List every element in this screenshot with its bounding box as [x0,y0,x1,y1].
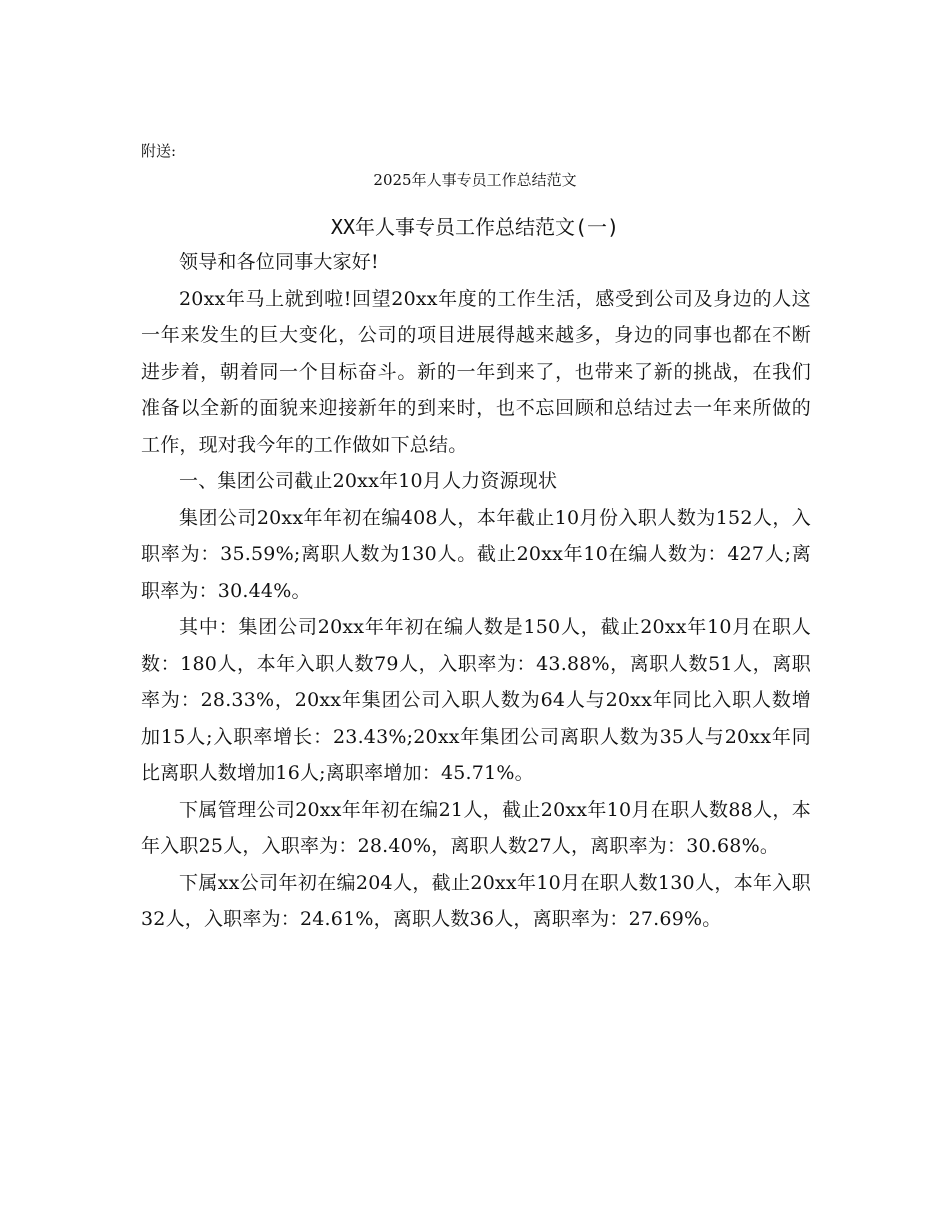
group-summary-paragraph: 集团公司20xx年年初在编408人，本年截止10月份入职人数为152人，入职率为：35.59%;离职人数为130人。截止20xx年10在编人数为：427人;离职率为：30.44%。 [141,506,811,602]
section-heading: 一、集团公司截止20xx年10月人力资源现状 [179,470,558,492]
document-title: XX年人事专员工作总结范文(一) [330,215,620,239]
xx-company-paragraph: 下属xx公司年初在编204人，截止20xx年10月在职人数130人，本年入职32人，入职率为：24.61%，离职人数36人，离职率为：27.69%。 [141,871,811,930]
document-subtitle: 2025年人事专员工作总结范文 [373,171,577,189]
document-body [141,244,811,938]
greeting-paragraph: 领导和各位同事大家好! [179,251,379,273]
attachment-label: 附送: [141,142,177,160]
group-detail-paragraph: 其中：集团公司20xx年年初在编人数是150人，截止20xx年10月在职人数：180人，本年入职人数79人，入职率为：43.88%，离职人数51人，离职率为：28.33%，20xx年集团公司入职人数为64人与20xx年同比入职人数增加15人;入职率增长：23.43%;20xx年集团公司离职人数为35人与20xx年同比离职人数增加16人;离职率增加：45.71%。 [141,616,811,784]
intro-paragraph: 20xx年马上就到啦!回望20xx年度的工作生活，感受到公司及身边的人这一年来发生的巨大变化，公司的项目进展得越来越多，身边的同事也都在不断进步着，朝着同一个目标奋斗。新的一年到来了，也带来了新的挑战，在我们准备以全新的面貌来迎接新年的到来时，也不忘回顾和总结过去一年来所做的工作，现对我今年的工作做如下总结。 [141,287,811,456]
management-company-paragraph: 下属管理公司20xx年年初在编21人，截止20xx年10月在职人数88人，本年入职25人，入职率为：28.40%，离职人数27人，离职率为：30.68%。 [141,798,811,857]
